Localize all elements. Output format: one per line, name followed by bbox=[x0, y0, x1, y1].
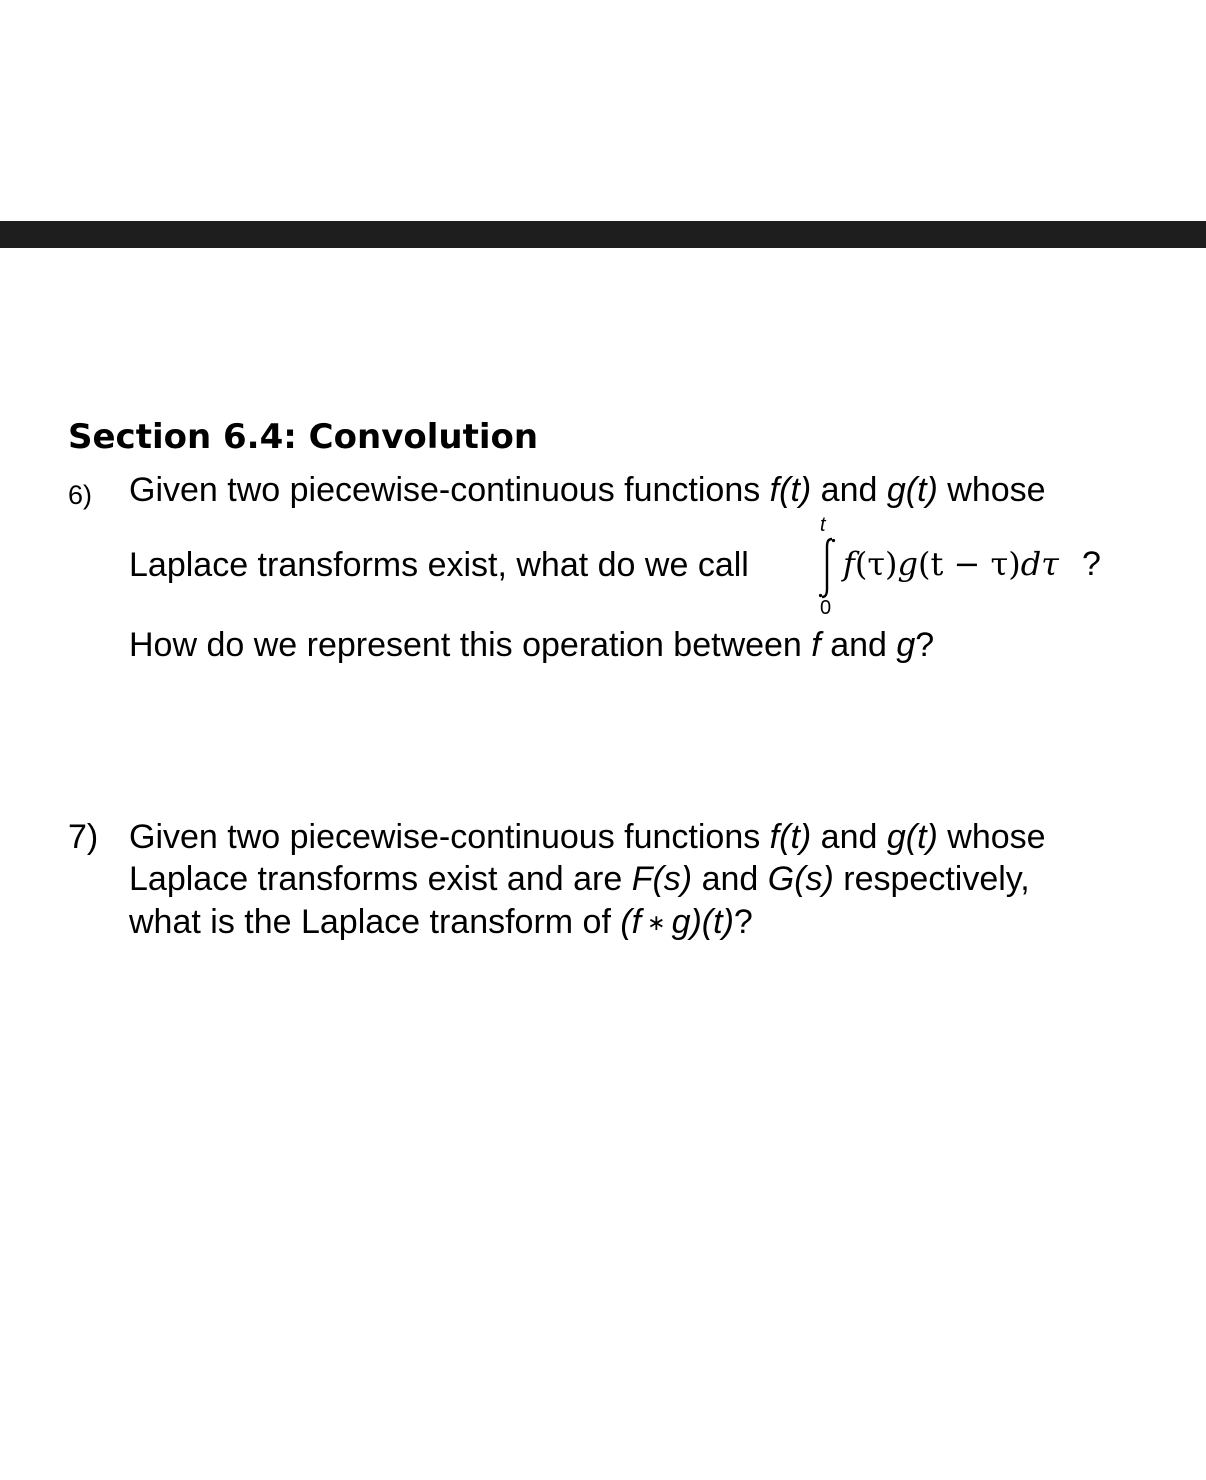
question-6-number: 6) bbox=[68, 480, 93, 510]
question-7-line-3: what is the Laplace transform of (f ∗ g)(t)? bbox=[129, 900, 753, 948]
top-dark-bar bbox=[0, 221, 1206, 248]
question-6-line-3: How do we represent this operation between f and g? bbox=[129, 626, 935, 664]
integral bbox=[816, 515, 840, 621]
section-title: Section 6.4: Convolution bbox=[68, 417, 539, 457]
question-6-line-2: Laplace transforms exist, what do we call bbox=[129, 546, 749, 584]
integral-lower-limit: 0 bbox=[820, 597, 832, 619]
integral-upper-limit: t bbox=[820, 514, 826, 536]
question-7-line-1: Given two piecewise-continuous functions f(t) and g(t) whose bbox=[129, 818, 1046, 856]
integral-sign-icon bbox=[816, 537, 840, 599]
question-7-line-2: Laplace transforms exist and are F(s) and G(s) respectively, bbox=[129, 860, 1030, 898]
integrand: f(τ)g(t − τ)dτ bbox=[843, 545, 1059, 583]
question-6-question-mark: ? bbox=[1082, 545, 1101, 583]
question-6-line-1: Given two piecewise-continuous functions f(t) and g(t) whose bbox=[129, 471, 1046, 509]
question-7-number: 7) bbox=[68, 818, 99, 856]
convolution-star-icon: ∗ bbox=[647, 910, 666, 935]
